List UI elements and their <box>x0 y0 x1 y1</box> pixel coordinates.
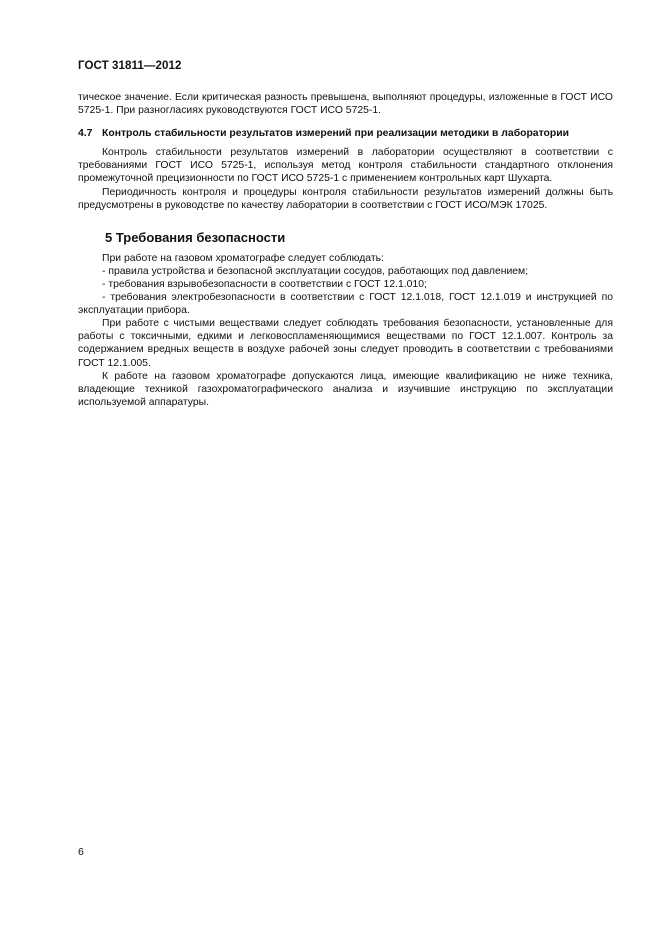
document-code-header: ГОСТ 31811—2012 <box>78 60 182 72</box>
subsection-title: Контроль стабильности результатов измерений при реализации методики в лаборатории <box>102 128 570 140</box>
paragraph-control-periodicity: Периодичность контроля и процедуры контроля стабильности результатов измерений должны быть предусмотрены в руководстве по качеству лаборатории в соответствии с ГОСТ ИСО/МЭК 17025. <box>78 186 613 211</box>
paragraph-stability-control: Контроль стабильности результатов измерений в лаборатории осуществляют в соответствии с требованиями ГОСТ ИСО 5725-1, используя метод контроля стабильности стандартного отклонения промежуточной прецизионности по ГОСТ ИСО 5725-1 с применением контрольных карт Шухарта. <box>78 147 613 185</box>
paragraph-pure-substances: При работе с чистыми веществами следует соблюдать требования безопасности, установленные для работы с токсичными, едкими и легковоспламеняющимися веществами по ГОСТ 12.1.007. Контроль за содержанием вредных веществ в воздухе рабочей зоны следует проводить в соответствии с требованиями ГОСТ 12.1.005. <box>78 318 613 369</box>
page-body <box>78 91 613 409</box>
page-number: 6 <box>78 846 84 858</box>
subsection-heading-4-7 <box>78 127 613 140</box>
list-item-electrical-safety: - требования электробезопасности в соответствии с ГОСТ 12.1.018, ГОСТ 12.1.019 и инструкцией по эксплуатации прибора. <box>78 292 613 317</box>
list-item-explosion-safety: - требования взрывобезопасности в соответствии с ГОСТ 12.1.010; <box>102 278 427 290</box>
paragraph-safety-intro: При работе на газовом хроматографе следует соблюдать: <box>102 252 384 264</box>
paragraph-personnel-qualification: К работе на газовом хроматографе допускаются лица, имеющие квалификацию не ниже техника, владеющие техникой газохроматографического анализа и изучившие инструкцию по эксплуатации используемой аппаратуры. <box>78 370 613 408</box>
paragraph-continuation: тическое значение. Если критическая разность превышена, выполняют процедуры, изложенные в ГОСТ ИСО 5725-1. При разногласиях руководствуются ГОСТ ИСО 5725-1. <box>78 92 613 117</box>
subsection-number: 4.7 <box>78 128 93 140</box>
list-item-pressure-vessels: - правила устройства и безопасной эксплуатации сосудов, работающих под давлением; <box>102 265 529 277</box>
section-heading-5: 5 Требования безопасности <box>105 229 286 245</box>
